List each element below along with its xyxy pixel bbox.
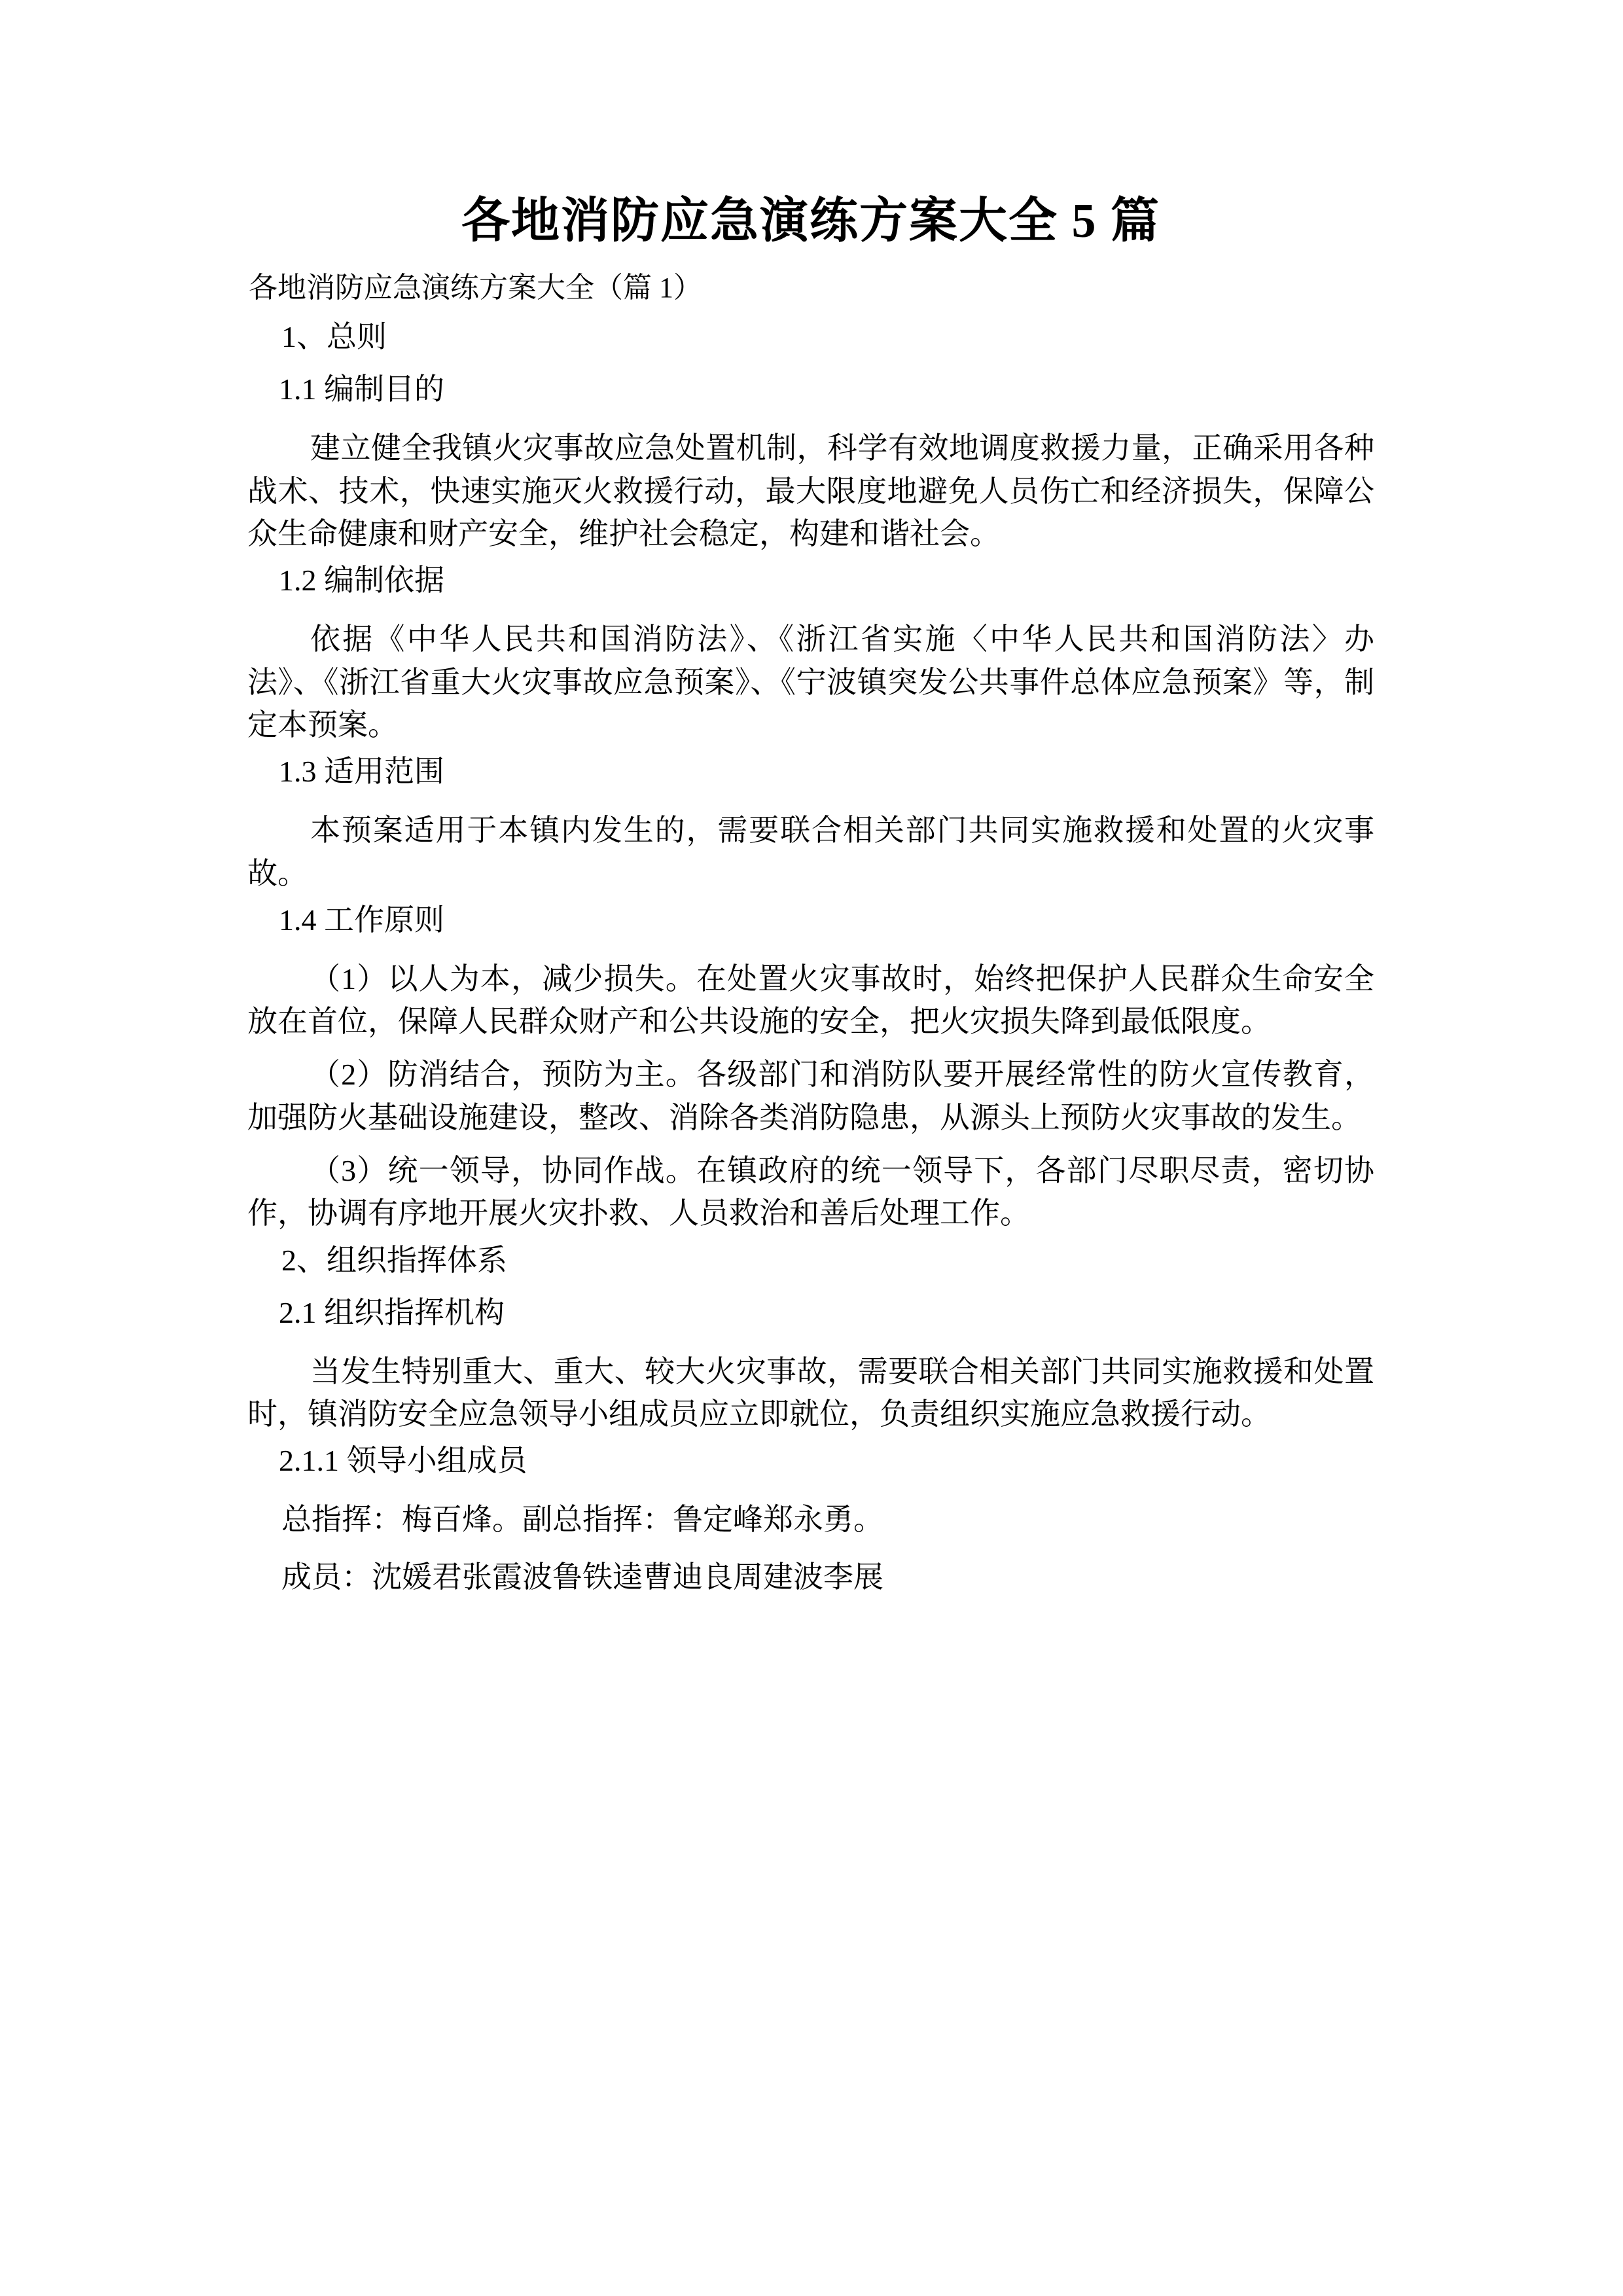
section-body-1-4-item-1: （1）以人为本，减少损失。在处置火灾事故时，始终把保护人民群众生命安全放在首位，保障人民群众财产和公共设施的安全，把火灾损失降到最低限度。 [247,961,1374,1039]
section-body-1-4-item-2: （2）防消结合，预防为主。各级部门和消防队要开展经常性的防火宣传教育，加强防火基础设施建设，整改、消除各类消防隐患，从源头上预防火灾事故的发生。 [247,1058,1374,1134]
section-heading-2: 2、组织指挥体系 [281,1243,507,1277]
leadership-members-line: 成员：沈媛君张霞波鲁铁逵曹迪良周建波李展 [281,1560,883,1594]
section-heading-1: 1、总则 [281,320,387,354]
document-subtitle: 各地消防应急演练方案大全（篇 1） [249,272,702,304]
section-body-1-3: 本预案适用于本镇内发生的，需要联合相关部门共同实施救援和处置的火灾事故。 [247,814,1374,890]
section-heading-1-2: 1.2 编制依据 [279,564,444,598]
section-heading-2-1: 2.1 组织指挥机构 [279,1295,505,1329]
section-body-2-1: 当发生特别重大、重大、较大火灾事故，需要联合相关部门共同实施救援和处置时，镇消防安全应急领导小组成员应立即就位，负责组织实施应急救援行动。 [247,1354,1374,1431]
section-body-1-2: 依据《中华人民共和国消防法》、《浙江省实施〈中华人民共和国消防法〉办法》、《浙江省重大火灾事故应急预案》、《宁波镇突发公共事件总体应急预案》等，制定本预案。 [247,622,1374,742]
leadership-commander-line: 总指挥：梅百烽。副总指挥：鲁定峰郑永勇。 [281,1503,883,1537]
section-heading-1-3: 1.3 适用范围 [279,755,444,789]
section-body-1-4-item-3: （3）统一领导，协同作战。在镇政府的统一领导下，各部门尽职尽责，密切协作，协调有序地开展火灾扑救、人员救治和善后处理工作。 [247,1154,1374,1230]
section-heading-1-1: 1.1 编制目的 [279,372,444,406]
section-body-1-1: 建立健全我镇火灾事故应急处置机制，科学有效地调度救援力量，正确采用各种战术、技术，快速实施灭火救援行动，最大限度地避免人员伤亡和经济损失，保障公众生命健康和财产安全，维护社会稳定，构建和谐社会。 [247,431,1374,550]
section-heading-2-1-1: 2.1.1 领导小组成员 [279,1444,527,1478]
section-heading-1-4: 1.4 工作原则 [279,903,444,937]
page-title: 各地消防应急演练方案大全 5 篇 [461,194,1160,248]
